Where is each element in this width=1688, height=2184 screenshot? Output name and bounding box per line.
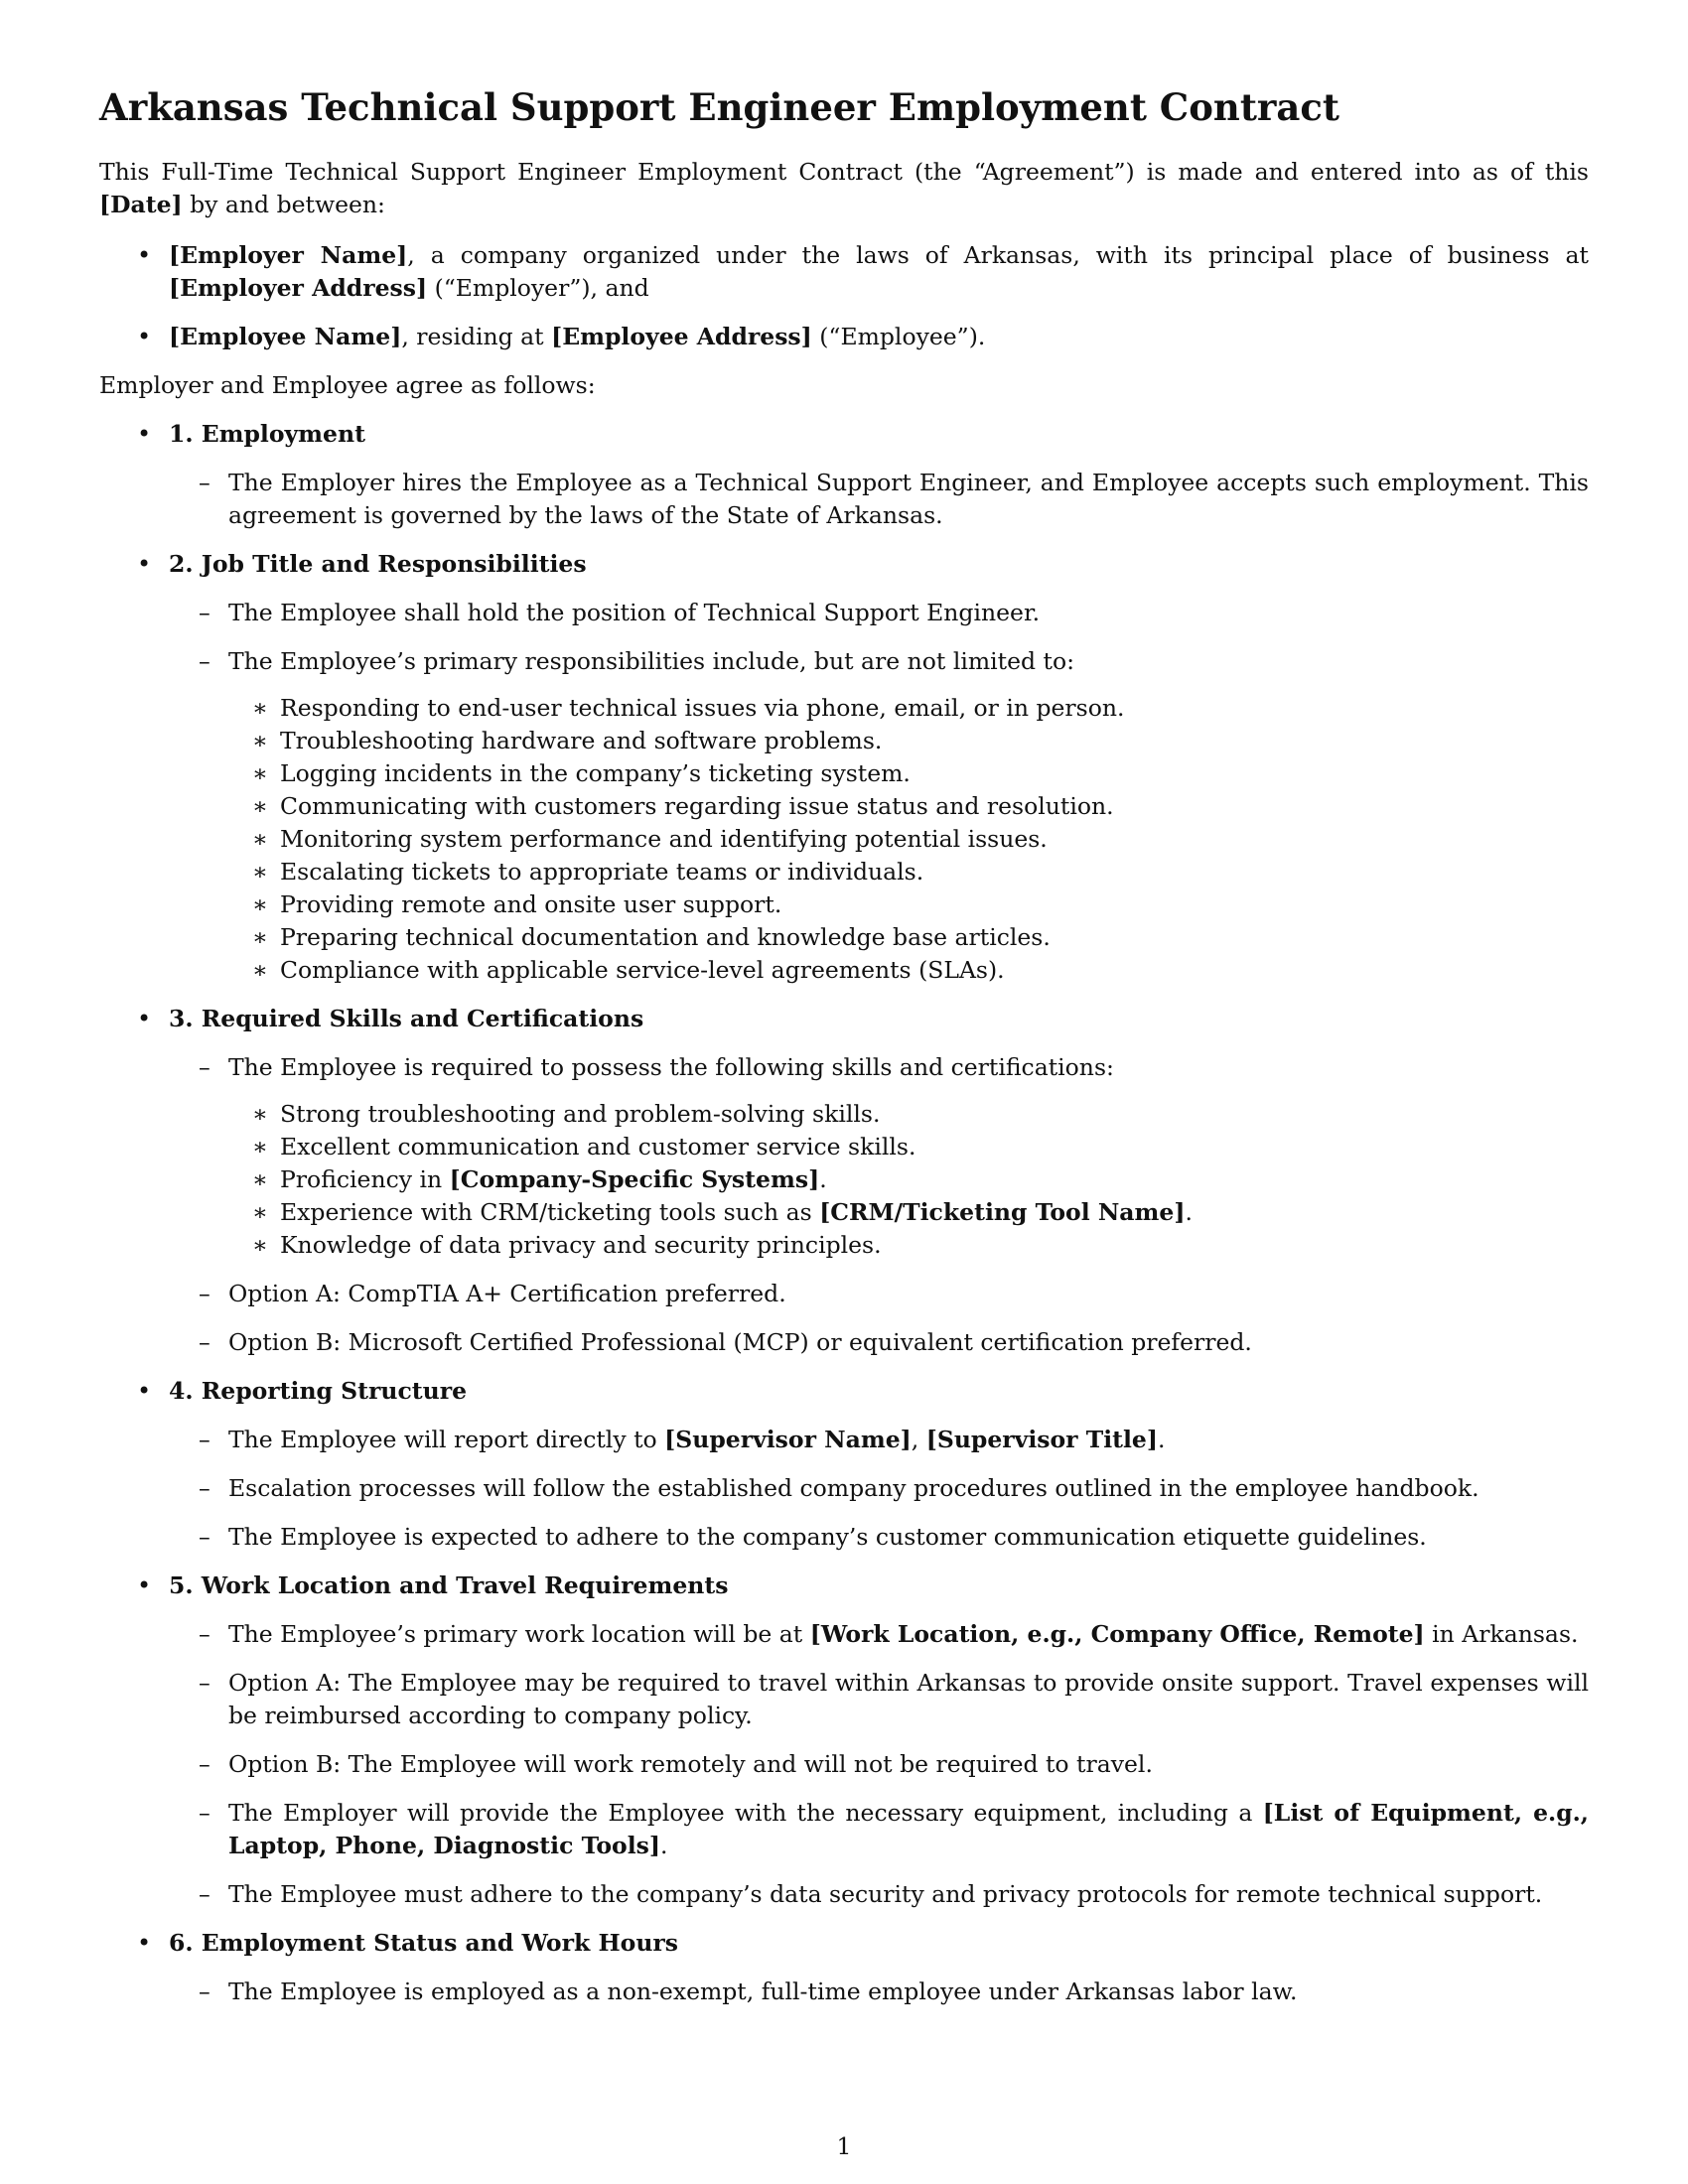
- section-job-title: [99, 548, 1589, 987]
- responsibilities-list: [228, 692, 1589, 987]
- intro-paragraph: [99, 156, 1589, 221]
- skill-item: ∗ Strong troubleshooting and problem-solving skills.: [228, 1098, 1589, 1131]
- section-skills: [99, 1003, 1589, 1359]
- clause-text: The Employee’s primary work location will be at: [228, 1620, 810, 1648]
- equipment-placeholder: [List of Equipment, e.g., Laptop, Phone, Diagnostic Tools]: [228, 1799, 1589, 1859]
- clause-item: – The Employee shall hold the position of Technical Support Engineer.: [169, 597, 1589, 629]
- skill-text: Experience with CRM/ticketing tools such as: [280, 1198, 820, 1226]
- crm-tool-placeholder: [CRM/Ticketing Tool Name]: [819, 1198, 1186, 1226]
- skill-item: [228, 1163, 1589, 1196]
- clause-item: – The Employer hires the Employee as a Technical Support Engineer, and Employee accepts such employment. This agreement is governed by the laws of the State of Arkansas.: [169, 467, 1589, 532]
- responsibility-item: ∗ Communicating with customers regarding issue status and resolution.: [228, 790, 1589, 823]
- supervisor-name-placeholder: [Supervisor Name]: [664, 1426, 912, 1453]
- clause-item: – Option B: The Employee will work remotely and will not be required to travel.: [169, 1748, 1589, 1781]
- clause-text: ,: [911, 1426, 926, 1453]
- skills-list: [228, 1098, 1589, 1262]
- systems-placeholder: [Company-Specific Systems]: [449, 1165, 820, 1193]
- clause-text: in Arkansas.: [1424, 1620, 1579, 1648]
- clause-text: The Employee is required to possess the following skills and certifications:: [228, 1053, 1114, 1081]
- employee-name-placeholder: [Employee Name]: [169, 323, 402, 350]
- agree-statement: Employer and Employee agree as follows:: [99, 371, 596, 399]
- sections-list: [99, 418, 1589, 2008]
- work-location-placeholder: [Work Location, e.g., Company Office, Remote]: [809, 1620, 1425, 1648]
- clause-text: The Employer will provide the Employee with the necessary equipment, including a: [228, 1799, 1263, 1827]
- skill-text: .: [1185, 1198, 1193, 1226]
- supervisor-title-placeholder: [Supervisor Title]: [925, 1426, 1158, 1453]
- section-title: 2. Job Title and Responsibilities: [169, 550, 587, 578]
- parties-list: [99, 239, 1589, 353]
- clause-item: [169, 1051, 1589, 1262]
- section-employment: [99, 418, 1589, 532]
- clause-item: – Option A: The Employee may be required to travel within Arkansas to provide onsite support. Travel expenses will be reimbursed according to company policy.: [169, 1667, 1589, 1732]
- clause-item: [169, 1797, 1589, 1862]
- section-work-location: [99, 1570, 1589, 1911]
- document-title: Arkansas Technical Support Engineer Employment Contract: [99, 85, 1340, 129]
- clause-item: [169, 1424, 1589, 1456]
- party-text: , a company organized under the laws of Arkansas, with its principal place of business at: [407, 241, 1589, 269]
- date-placeholder: [Date]: [99, 191, 183, 218]
- contract-document: [99, 84, 1589, 2024]
- party-text: , residing at: [401, 323, 552, 350]
- responsibility-item: ∗ Logging incidents in the company’s ticketing system.: [228, 757, 1589, 790]
- responsibility-item: ∗ Preparing technical documentation and knowledge base articles.: [228, 921, 1589, 954]
- section-title: 1. Employment: [169, 420, 365, 448]
- clause-text: .: [1158, 1426, 1166, 1453]
- skill-item: [228, 1196, 1589, 1229]
- party-text: (“Employee”).: [811, 323, 986, 350]
- skill-item: ∗ Excellent communication and customer service skills.: [228, 1131, 1589, 1163]
- responsibility-item: ∗ Troubleshooting hardware and software problems.: [228, 725, 1589, 757]
- employee-address-placeholder: [Employee Address]: [551, 323, 812, 350]
- intro-text: This Full-Time Technical Support Engineer Employment Contract (the “Agreement”) is made and entered into as of this: [99, 158, 1589, 186]
- employer-address-placeholder: [Employer Address]: [169, 274, 428, 302]
- page-number: 1: [836, 2132, 852, 2160]
- clause-item: – Escalation processes will follow the established company procedures outlined in the employee handbook.: [169, 1472, 1589, 1505]
- responsibility-item: ∗ Compliance with applicable service-level agreements (SLAs).: [228, 954, 1589, 987]
- responsibility-item: ∗ Monitoring system performance and identifying potential issues.: [228, 823, 1589, 856]
- clause-item: – The Employee must adhere to the company’s data security and privacy protocols for remote technical support.: [169, 1878, 1589, 1911]
- party-text: (“Employer”), and: [427, 274, 649, 302]
- section-employment-status: [99, 1927, 1589, 2008]
- clause-item: – Option B: Microsoft Certified Professional (MCP) or equivalent certification preferred.: [169, 1326, 1589, 1359]
- section-title: 6. Employment Status and Work Hours: [169, 1929, 679, 1957]
- clause-item: – The Employee is expected to adhere to the company’s customer communication etiquette guidelines.: [169, 1521, 1589, 1554]
- skill-item: ∗ Knowledge of data privacy and security principles.: [228, 1229, 1589, 1262]
- clause-text: .: [659, 1832, 668, 1859]
- clause-item: – Option A: CompTIA A+ Certification preferred.: [169, 1278, 1589, 1310]
- clause-text: The Employee’s primary responsibilities include, but are not limited to:: [228, 647, 1075, 675]
- party-employer: [99, 239, 1589, 305]
- section-title: 3. Required Skills and Certifications: [169, 1005, 644, 1032]
- clause-item: [169, 645, 1589, 987]
- skill-text: Proficiency in: [280, 1165, 450, 1193]
- section-title: 4. Reporting Structure: [169, 1377, 468, 1405]
- skill-text: .: [819, 1165, 827, 1193]
- responsibility-item: ∗ Escalating tickets to appropriate teams or individuals.: [228, 856, 1589, 888]
- intro-text-end: by and between:: [182, 191, 385, 218]
- section-title: 5. Work Location and Travel Requirements: [169, 1571, 729, 1599]
- clause-item: [169, 1618, 1589, 1651]
- clause-text: The Employee will report directly to: [228, 1426, 665, 1453]
- employer-name-placeholder: [Employer Name]: [169, 241, 408, 269]
- responsibility-item: ∗ Providing remote and onsite user support.: [228, 888, 1589, 921]
- responsibility-item: ∗ Responding to end-user technical issues via phone, email, or in person.: [228, 692, 1589, 725]
- party-employee: [99, 321, 1589, 353]
- section-reporting: [99, 1375, 1589, 1554]
- clause-item: – The Employee is employed as a non-exempt, full-time employee under Arkansas labor law.: [169, 1976, 1589, 2008]
